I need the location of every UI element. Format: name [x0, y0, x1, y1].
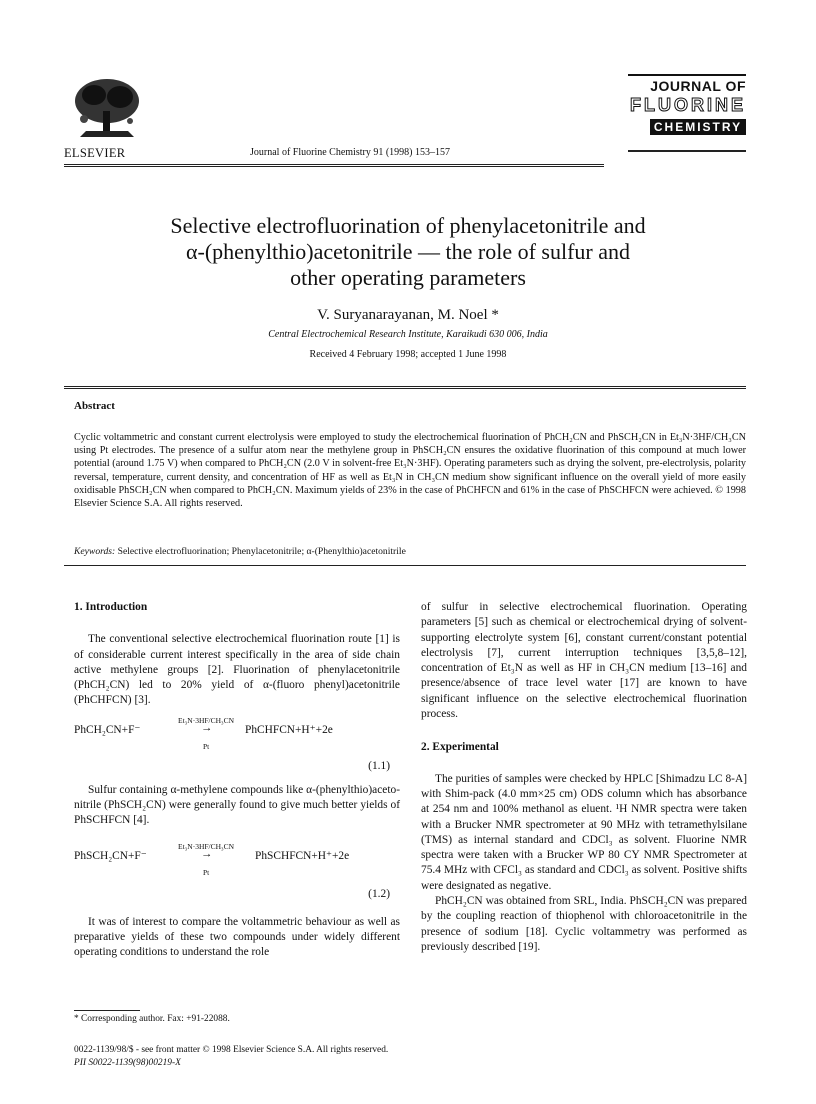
eq1-left: PhCH₂CN+F⁻	[74, 723, 141, 736]
eq1-arrow: →	[201, 721, 213, 734]
intro-heading: 1. Introduction	[74, 601, 148, 613]
article-title	[100, 213, 716, 291]
eq1-conditions: Et₃N·3HF/CH₃CN	[178, 715, 235, 725]
authors: V. Suryanarayanan, M. Noel *	[317, 307, 499, 323]
journal-logo-line2: FLUORINE	[630, 95, 746, 115]
keywords	[74, 546, 746, 557]
eq1-number: (1.1)	[368, 759, 390, 772]
right-column	[421, 600, 747, 955]
eq1-right: PhCHFCN+H⁺+2e	[245, 723, 333, 736]
affiliation: Central Electrochemical Research Institute, Karaikudi 630 006, India	[268, 329, 548, 340]
title-line: other operating parameters	[290, 265, 526, 290]
copyright-info	[74, 1044, 388, 1070]
abstract-rule	[64, 386, 746, 387]
footnote: * Corresponding author. Fax: +91-22088.	[74, 1014, 230, 1024]
experimental-paragraph-1: The purities of samples were checked by HPLC [Shimadzu LC 8-A] with Shim-pack (4.0 mm×25 cm) ODS column which has absorbance at 254 nm and 100% methanol as eluent. ¹H NMR spectra were taken with a Brucker NMR spectrometer at 90 MHz with tetramethylsilane (TMS) as internal standard and CDCl₃ as solvent. Fluorine NMR spectra were taken with a Brucker WP 80 CY NMR Spectrometer at 75.4 MHz with CFCl₃ as standard and CDCl₃ as solvent. Positive shifts were designated as negative.	[421, 772, 747, 892]
title-line: α-(phenylthio)acetonitrile — the role of sulfur and	[185, 239, 631, 264]
eq2-arrow: →	[201, 847, 213, 860]
journal-logo-line1: JOURNAL OF	[650, 78, 746, 94]
keywords-label: Keywords:	[74, 546, 116, 557]
intro-paragraph-3: It was of interest to compare the voltammetric behaviour as well as preparative yields of these two compounds under widely different operating conditions to understand the role	[74, 915, 400, 959]
equation-2	[74, 839, 400, 903]
elsevier-tree-logo	[70, 75, 144, 143]
eq2-number: (1.2)	[368, 887, 390, 900]
abstract-text: Cyclic voltammetric and constant current electrolysis were employed to study the electrochemical fluorination of PhCH₂CN and PhSCH₂CN in Et₃N·3HF/CH₃CN using Pt electrodes. The presence of a sulfur atom near the methylene group in PhSCH₂CN ensures the oxidative fluorination of this compound at much lower potential (around 1.75 V) when compared to PhCH₂CN (2.0 V in solvent-free Et₃N·3HF). Operating parameters such as drying the solvent, pre-electrolysis, polarity reversal, temperature, current density, and concentration of HF as well as Et₃N in CH₃CN medium show significant influence on the overall yield of more easily oxidisable PhSCH₂CN when compared to PhCH₂CN. Maximum yields of 23% in the case of PhCHFCN and 61% in the case of PhSCHFCN were achieved. © 1998 Elsevier Science S.A. All rights reserved.	[74, 432, 746, 510]
experimental-heading: 2. Experimental	[421, 741, 499, 754]
right-paragraph-1: of sulfur in selective electrochemical fluorination. Operating parameters [5] such as chemical or electrochemical drying of solvent-supporting electrolyte system [6], constant current/constant potential electrolysis [7], current interruption techniques [3,5,8–12], concentration of Et₃N as well as HF in CH₃CN medium [13–16] and presence/absence of trace level water [17] are known to have significant influence on the selective electrochemical fluorination process.	[421, 601, 747, 721]
abstract-heading: Abstract	[74, 400, 115, 412]
journal-logo	[628, 74, 746, 152]
intro-paragraph-2: Sulfur containing α-methylene compounds like α-(phenylthio)aceto-nitrile (PhSCH₂CN) were generally found to give much better yields of PhSCHFCN [4].	[74, 783, 400, 827]
equation-1	[74, 713, 400, 775]
journal-logo-line3: CHEMISTRY	[650, 119, 746, 135]
abstract-rule-2	[64, 388, 746, 389]
publisher-name: ELSEVIER	[64, 146, 126, 160]
copyright-line: 0022-1139/98/$ - see front matter © 1998 Elsevier Science S.A. All rights reserved.	[74, 1045, 389, 1055]
pii-line: PII S0022-1139(98)00219-X	[74, 1058, 181, 1068]
eq2-left: PhSCH₂CN+F⁻	[74, 849, 147, 862]
keywords-list: Selective electrofluorination; Phenylacetonitrile; α-(Phenylthio)acetonitrile	[117, 546, 406, 557]
keywords-rule	[64, 565, 746, 566]
experimental-paragraph-2: PhCH₂CN was obtained from SRL, India. PhSCH₂CN was prepared by the coupling reaction of thiophenol with chloroacetonitrile in the presence of sodium [18]. Cyclic voltammetry was performed as previously described [19].	[421, 895, 747, 953]
header-rule	[64, 164, 604, 165]
eq2-conditions: Et₃N·3HF/CH₃CN	[178, 841, 235, 851]
header-rule-right	[628, 150, 746, 152]
header-rule-2	[64, 166, 604, 167]
footnote-rule	[74, 1010, 140, 1011]
journal-citation: Journal of Fluorine Chemistry 91 (1998) 153–157	[250, 147, 450, 158]
title-line: Selective electrofluorination of phenylacetonitrile and	[170, 213, 646, 238]
eq2-electrode: Pt	[203, 867, 210, 877]
eq1-electrode: Pt	[203, 741, 210, 751]
left-column	[74, 600, 400, 961]
intro-paragraph-1: The conventional selective electrochemical fluorination route [1] is of considerable current interest specifically in the area of side chain active methylene groups [2]. Fluorination of phenylacetonitrile (PhCH₂CN) led to 20% yield of α-(fluoro phenyl)acetonitrile (PhCHFCN) [3].	[74, 633, 400, 707]
eq2-right: PhSCHFCN+H⁺+2e	[255, 849, 350, 862]
received-dates: Received 4 February 1998; accepted 1 June 1998	[309, 349, 507, 360]
